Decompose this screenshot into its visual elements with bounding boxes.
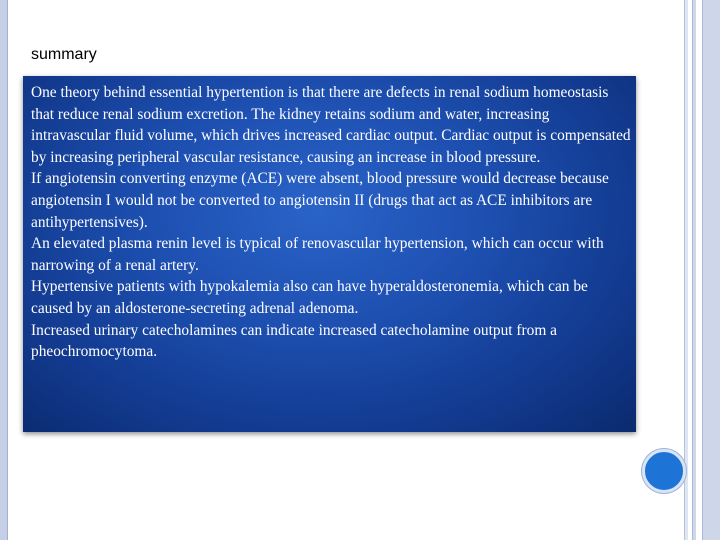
paragraph-ace: If angiotensin converting enzyme (ACE) were absent, blood pressure would decrease because angiotensin I would not be converted to angiotensin II (drugs that act as ACE inhibitors are antihypertensives). <box>31 170 609 231</box>
right-border-line-1 <box>684 0 688 540</box>
paragraph-renin: An elevated plasma renin level is typical of renovascular hypertension, which can occur with narrowing of a renal artery. <box>31 235 604 274</box>
circle-decoration <box>642 449 686 493</box>
slide-title: summary <box>31 46 97 63</box>
left-border-decoration <box>0 0 8 540</box>
paragraph-essential-hypertension: One theory behind essential hypertention is that there are defects in renal sodium homeostasis that reduce renal sodium excretion. The kidney retains sodium and water, increasing intravascular fluid volume, which drives increased cardiac output. Cardiac output is compensated by increasing peripheral vascular resistance, causing an increase in blood pressure. <box>31 84 631 166</box>
summary-text-box <box>23 76 636 432</box>
paragraph-hypokalemia: Hypertensive patients with hypokalemia also can have hyperaldosteronemia, which can be caused by an aldosterone-secreting adrenal adenoma. <box>31 278 588 317</box>
right-border-line-2 <box>692 0 696 540</box>
right-border-band <box>702 0 720 540</box>
paragraph-catecholamines: Increased urinary catecholamines can indicate increased catecholamine output from a pheochromocytoma. <box>31 321 558 361</box>
